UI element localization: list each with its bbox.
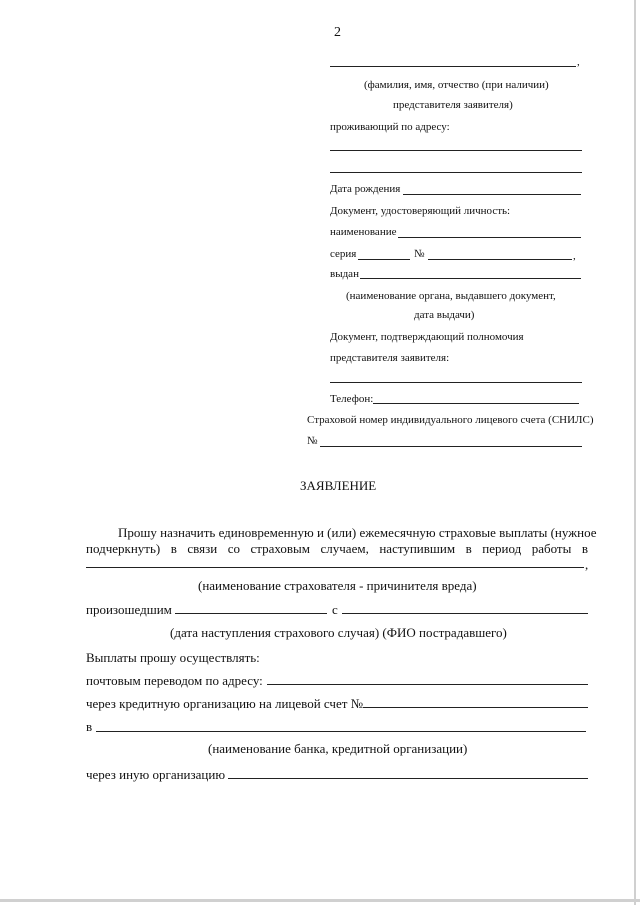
document-name-label: наименование [330,226,397,238]
birth-date-line[interactable] [403,194,581,195]
number-label: № [414,248,425,260]
snils-number-label: № [307,435,318,447]
series-label: серия [330,248,357,260]
document-name-line[interactable] [398,237,581,238]
bank-name-line[interactable] [96,731,586,732]
birth-date-label: Дата рождения [330,183,401,195]
issuer-caption-2: дата выдачи) [414,309,475,321]
authority-document-label-2: представителя заявителя: [330,352,450,364]
authority-document-line[interactable] [330,382,582,383]
snils-line[interactable] [320,446,582,447]
bank-caption: (наименование банка, кредитной организации) [208,741,468,756]
page-number: 2 [334,25,341,40]
date-victim-caption: (дата наступления страхового случая) (ФИО пострадавшего) [170,625,507,640]
insurer-caption: (наименование страхователя - причинителя вреда) [198,578,477,593]
issuer-caption-1: (наименование органа, выдавшего документ, [346,290,556,302]
bank-account-line[interactable] [363,707,588,708]
occurrence-date-line[interactable] [175,613,327,614]
snils-label: Страховой номер индивидуального лицевого счета (СНИЛС) [307,414,594,426]
representative-name-caption-2: представителя заявителя) [393,99,513,111]
other-organization-label: через иную организацию [86,767,226,782]
address-line-2[interactable] [330,172,582,173]
issued-line[interactable] [360,278,581,279]
address-line-1[interactable] [330,150,582,151]
authority-document-label-1: Документ, подтверждающий полномочия [330,331,524,343]
document-title: ЗАЯВЛЕНИЕ [300,478,377,493]
request-paragraph-line-1: Прошу назначить единовременную и (или) ежемесячную страховые выплаты (нужное [118,525,597,540]
page-edge-bottom [0,899,640,902]
insurer-line[interactable] [86,567,584,568]
other-organization-line[interactable] [228,778,588,779]
page-edge-right [634,0,636,905]
issued-label: выдан [330,268,359,280]
comma: , [585,557,589,572]
comma: , [577,56,580,68]
postal-transfer-label: почтовым переводом по адресу: [86,673,263,688]
phone-label: Телефон: [330,393,374,405]
bank-in-label: в [86,719,93,734]
with-label: с [332,602,338,617]
id-document-label: Документ, удостоверяющий личность: [330,205,511,217]
representative-name-caption-1: (фамилия, имя, отчество (при наличии) [364,79,549,91]
phone-line[interactable] [373,403,579,404]
occurred-label: произошедшим [86,602,172,617]
victim-name-line[interactable] [342,613,588,614]
comma: , [573,250,576,262]
postal-address-line[interactable] [267,684,588,685]
address-label: проживающий по адресу: [330,121,450,133]
representative-name-line[interactable] [330,66,576,67]
payments-label: Выплаты прошу осуществлять: [86,650,260,665]
request-paragraph-line-2: подчеркнуть) в связи со страховым случаем, наступившим в период работы в [86,541,588,556]
number-line[interactable] [428,259,572,260]
bank-account-label: через кредитную организацию на лицевой счет № [86,696,364,711]
series-line[interactable] [358,259,410,260]
